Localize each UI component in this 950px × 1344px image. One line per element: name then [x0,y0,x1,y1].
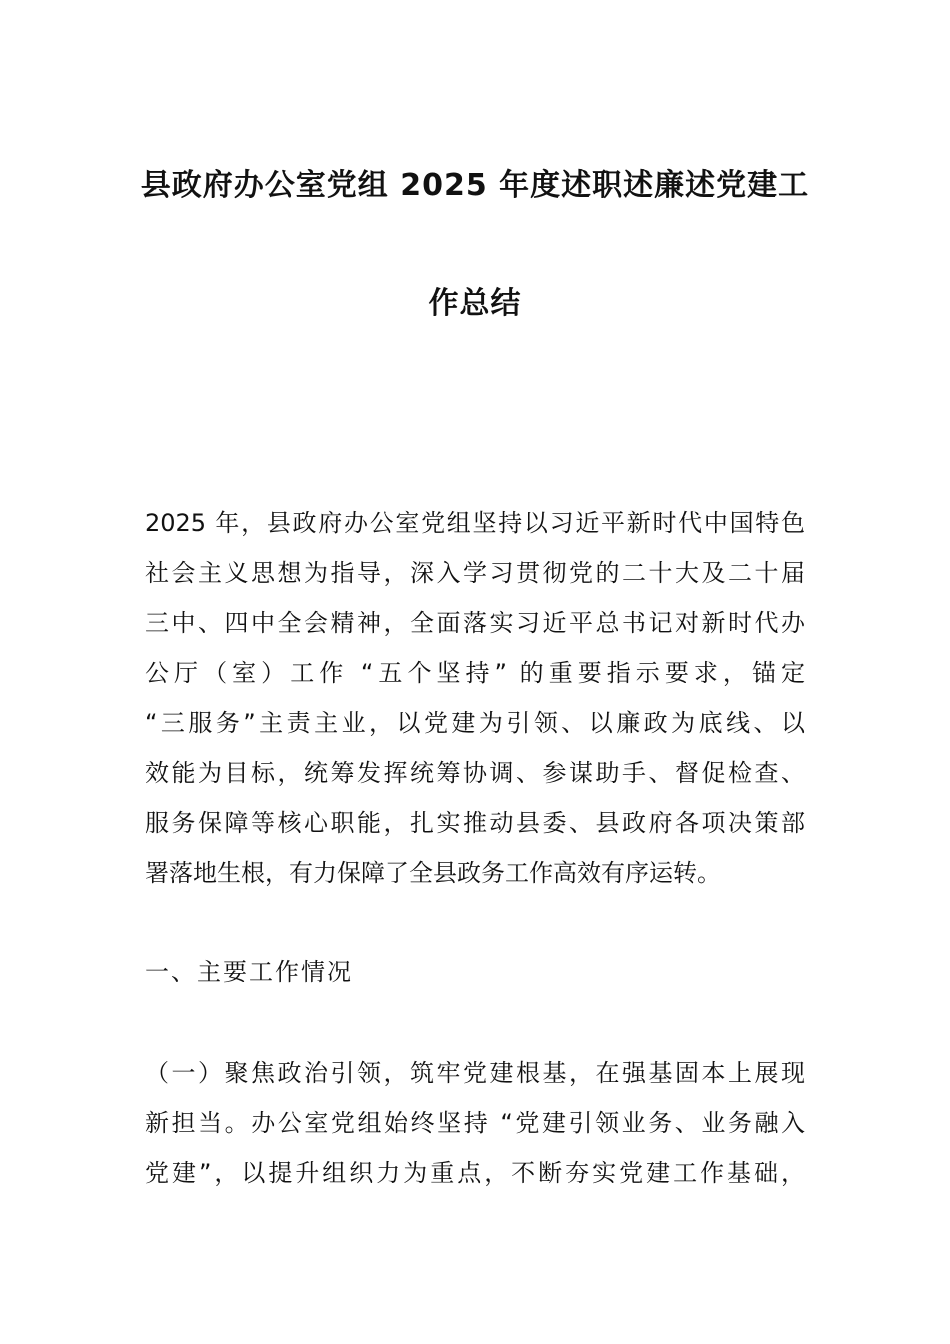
text-line: “三服务”主责主业，以党建为引领、以廉政为底线、以 [145,709,805,737]
text-line: 服务保障等核心职能，扎实推动县委、县政府各项决策部 [145,809,805,837]
text-line: 社会主义思想为指导，深入学习贯彻党的二十大及二十届 [145,559,805,587]
text-line: 党建”，以提升组织力为重点，不断夯实党建工作基础， [145,1159,805,1187]
section-heading: 一、主要工作情况 [145,958,353,986]
text-line: 新担当。办公室党组始终坚持 “党建引领业务、业务融入 [145,1109,805,1137]
intro-paragraph [145,498,805,898]
text-line: 2025 年，县政府办公室党组坚持以习近平新时代中国特色 [145,509,805,537]
text-line: 公厅（室）工作 “五个坚持” 的重要指示要求，锚定 [145,659,805,687]
title-line-2: 作总结 [428,286,522,321]
text-line: 署落地生根，有力保障了全县政务工作高效有序运转。 [145,859,721,887]
title-line-1: 县政府办公室党组 2025 年度述职述廉述党建工 [140,168,810,203]
section1-paragraph [145,1048,805,1198]
text-line: 三中、四中全会精神，全面落实习近平总书记对新时代办 [145,609,805,637]
text-line: （一）聚焦政治引领，筑牢党建根基，在强基固本上展现 [145,1059,805,1087]
text-line: 效能为目标，统筹发挥统筹协调、参谋助手、督促检查、 [145,759,805,787]
